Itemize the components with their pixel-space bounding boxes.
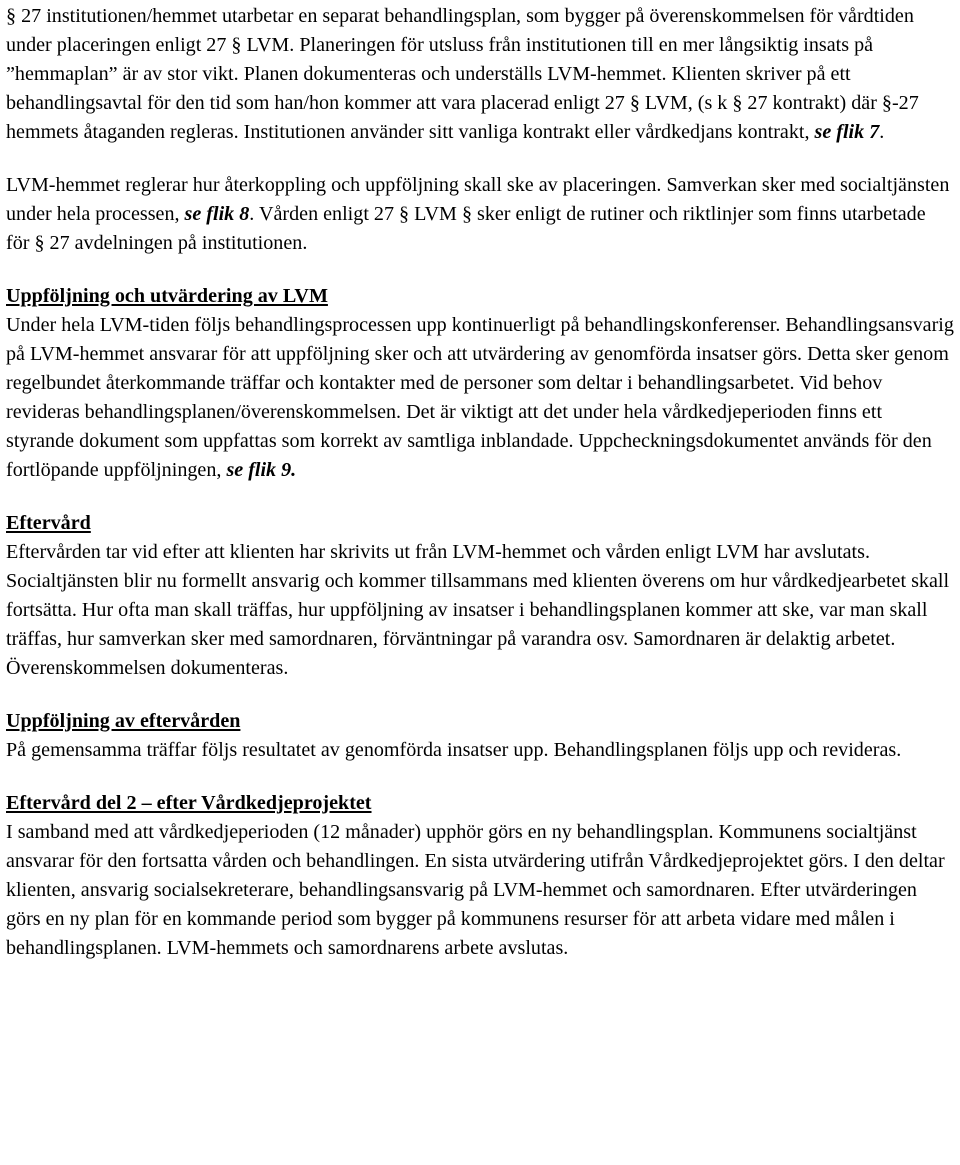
section-heading: Eftervård del 2 – efter Vårdkedjeprojektet: [6, 792, 372, 814]
intro-text: § 27 institutionen/hemmet utarbetar en separat behandlingsplan, som bygger på överenskommelsen för vårdtiden under placeringen enligt 27 § LVM. Planeringen för utsluss från institutionen till en mer långsiktig insats på ”hemmaplan” är av stor vikt. Planen dokumenteras och underställs LVM-hemmet. Klienten skriver på ett behandlingsavtal för den tid som han/hon kommer att vara placerad enligt 27 § LVM, (s k § 27 kontrakt) där §-27 hemmets åtaganden regleras. Institutionen använder sitt vanliga kontrakt eller vårdkedjans kontrakt,: [6, 5, 919, 143]
section-uppfoljning-lvm: [6, 282, 954, 485]
section-text: På gemensamma träffar följs resultatet av genomförda insatser upp. Behandlingsplanen följs upp och revideras.: [6, 739, 902, 761]
section-heading: Uppföljning och utvärdering av LVM: [6, 285, 328, 307]
intro-paragraph: [6, 2, 954, 147]
reference-flik-7: se flik 7: [814, 121, 880, 143]
section-text: Eftervården tar vid efter att klienten har skrivits ut från LVM-hemmet och vården enligt LVM har avslutats. Socialtjänsten blir nu formellt ansvarig och kommer tillsammans med klienten överens om hur vårdkedjearbetet skall fortsätta. Hur ofta man skall träffas, hur uppföljning av insatser i behandlingsplanen kommer att ske, var man skall träffas, hur samverkan sker med samordnaren, förväntningar på varandra osv. Samordnaren är delaktig arbetet. Överenskommelsen dokumenteras.: [6, 541, 950, 679]
section-eftervard: [6, 509, 954, 683]
intro-text-end: .: [879, 121, 885, 143]
document-page: [0, 2, 960, 963]
reference-flik-9: se flik 9.: [226, 459, 297, 481]
lvm-text-end: . Vården enligt 27 § LVM § sker enligt de rutiner och riktlinjer som finns utarbetade för § 27 avdelningen på institutionen.: [6, 203, 926, 254]
section-heading: Uppföljning av eftervården: [6, 710, 241, 732]
section-text: Under hela LVM-tiden följs behandlingsprocessen upp kontinuerligt på behandlingskonferenser. Behandlingsansvarig på LVM-hemmet ansvarar för att uppföljning sker och att utvärdering av genomförda insatser görs. Detta sker genom regelbundet återkommande träffar och kontakter med de personer som deltar i behandlingsarbetet. Vid behov revideras behandlingsplanen/överenskommelsen. Det är viktigt att det under hela vårdkedjeperioden finns ett styrande dokument som uppfattas som korrekt av samtliga inblandade. Uppcheckningsdokumentet används för den fortlöpande uppföljningen,: [6, 314, 954, 481]
section-uppfoljning-eftervard: [6, 707, 954, 765]
lvm-text: LVM-hemmet reglerar hur återkoppling och uppföljning skall ske av placeringen. Samverkan sker med socialtjänsten under hela processen,: [6, 174, 950, 225]
section-text: I samband med att vårdkedjeperioden (12 månader) upphör görs en ny behandlingsplan. Kommunens socialtjänst ansvarar för den fortsatta vården och behandlingen. En sista utvärdering utifrån Vårdkedjeprojektet görs. I den deltar klienten, ansvarig socialsekreterare, behandlingsansvarig på LVM-hemmet och samordnaren. Efter utvärderingen görs en ny plan för en kommande period som bygger på kommunens resurser för att arbeta vidare med målen i behandlingsplanen. LVM-hemmets och samordnarens arbete avslutas.: [6, 821, 945, 959]
section-eftervard-del-2: [6, 789, 954, 963]
section-heading: Eftervård: [6, 512, 91, 534]
reference-flik-8: se flik 8: [184, 203, 250, 225]
lvm-paragraph: [6, 171, 954, 258]
